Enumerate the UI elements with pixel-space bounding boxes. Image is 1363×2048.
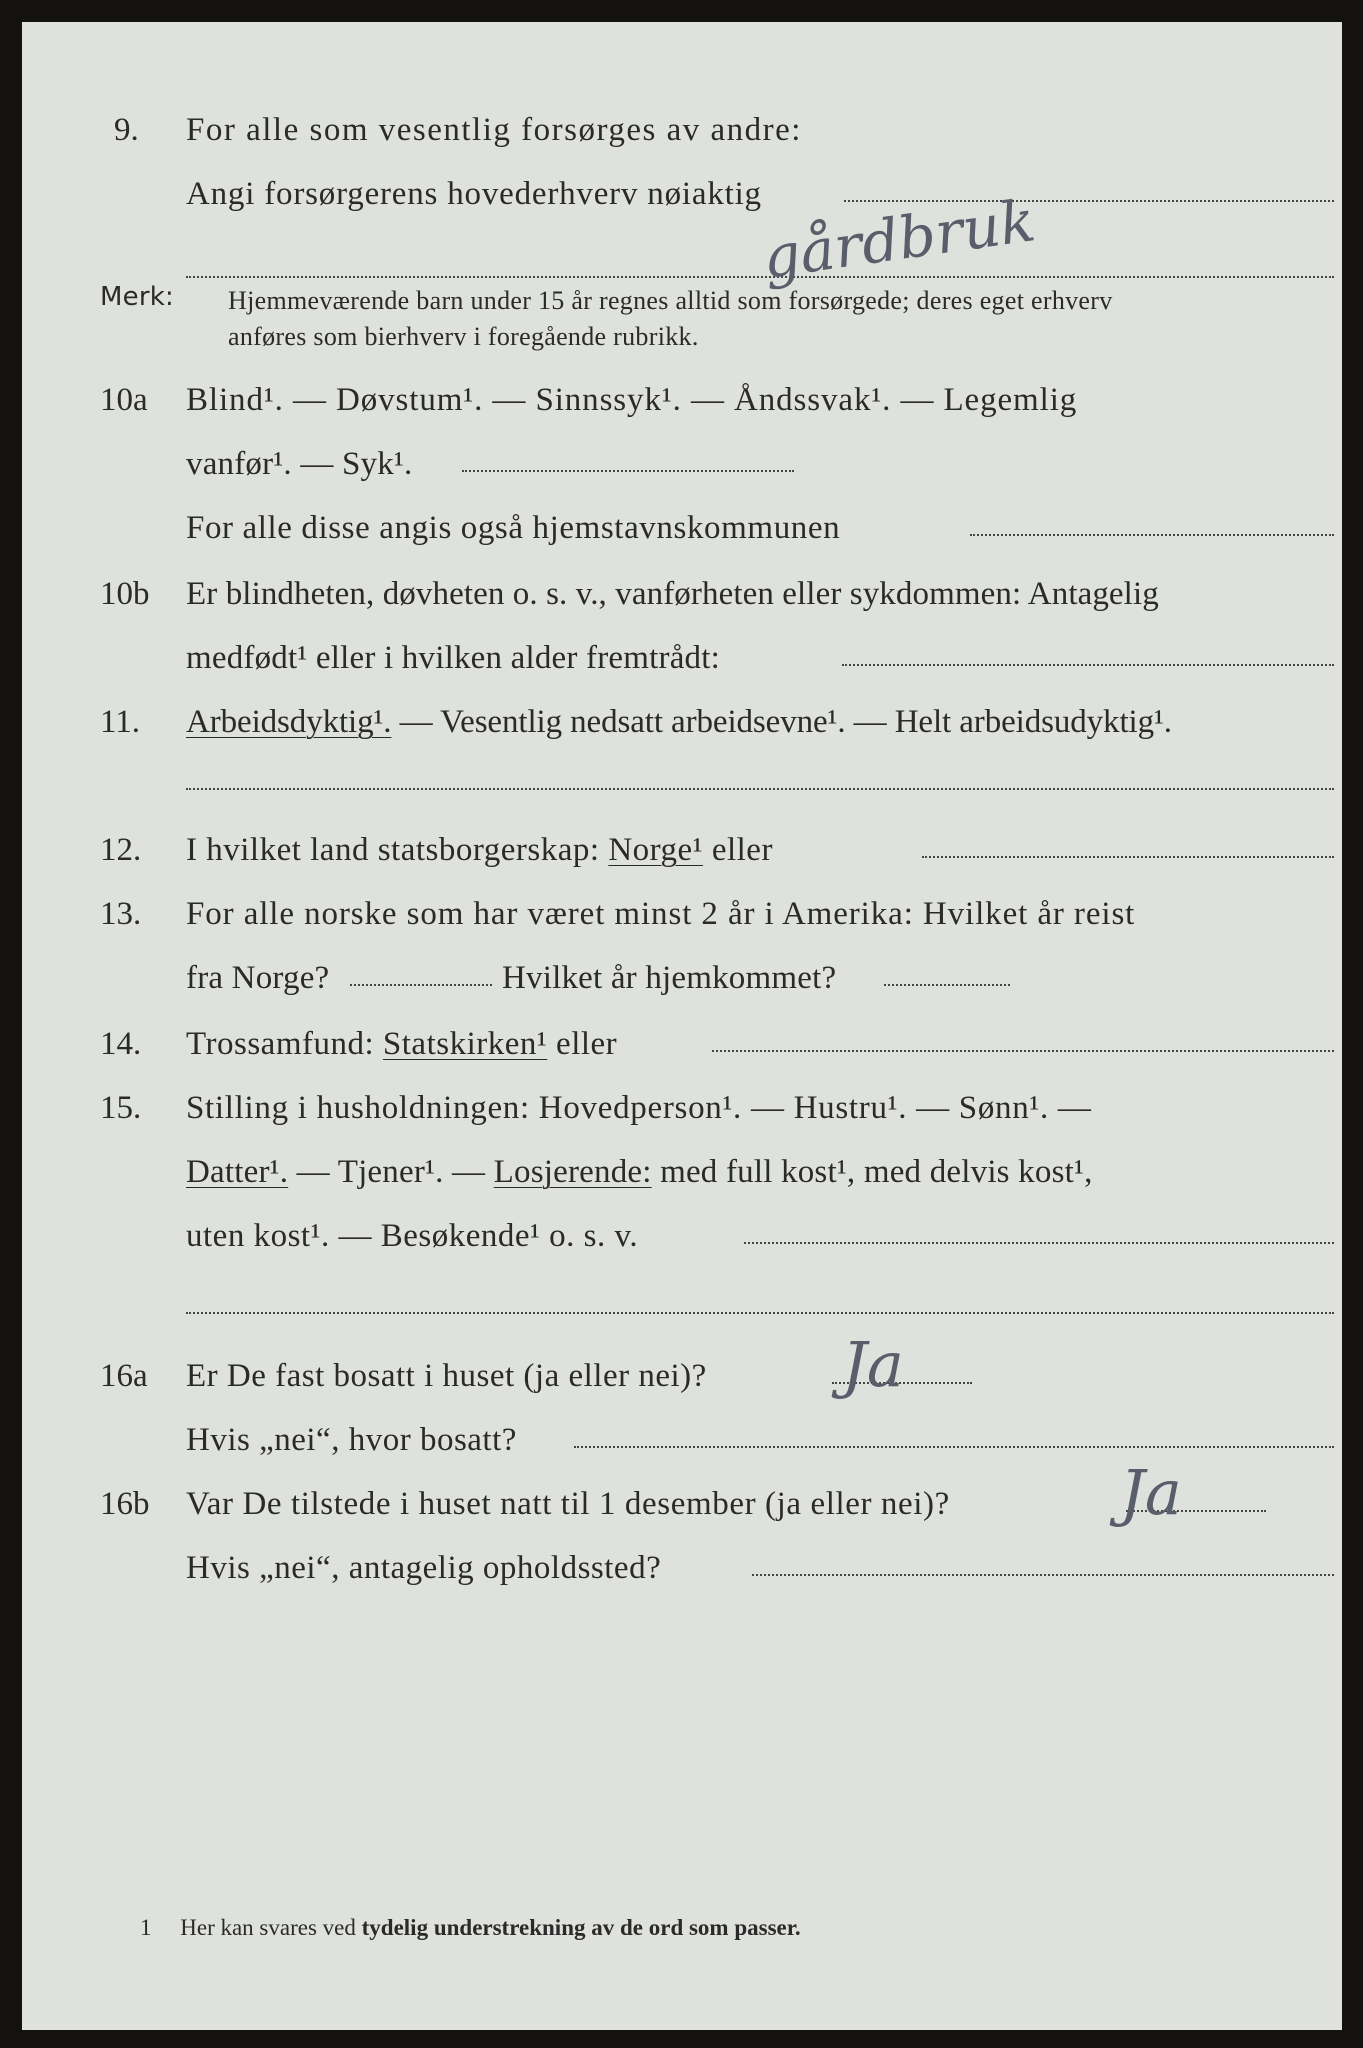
answer-line-13b [884,984,1010,986]
answer-line-12 [922,856,1334,858]
item-number-16a: 16a [100,1358,148,1394]
item-11-rest: — Vesentlig nedsatt arbeidsevne¹. — Helt arbeidsudyktig¹. [391,704,1172,740]
item-15-line3: uten kost¹. — Besøkende¹ o. s. v. [186,1218,639,1254]
item-12-text [186,834,773,867]
item-15-line2 [186,1156,1093,1189]
item-10a-line1: Blind¹. — Døvstum¹. — Sinnssyk¹. — Åndssvak¹. — Legemlig [186,382,1078,418]
answer-line-10b [842,664,1334,666]
item-14-post: eller [547,1026,618,1062]
footnote [140,1916,801,1939]
item-15-mid: — Tjener¹. — [288,1154,494,1190]
item-10b-line1: Er blindheten, døvheten o. s. v., vanførheten eller sykdommen: Antagelig [186,576,1159,612]
option-arbeidsdyktig[interactable]: Arbeidsdyktig¹. [186,704,392,740]
answer-line-15 [744,1242,1334,1244]
handwritten-answer-16a: Ja [842,1328,904,1401]
item-16a-q1: Er De fast bosatt i huset (ja eller nei)? [186,1358,707,1394]
option-losjerende[interactable]: Losjerende: [493,1154,652,1190]
item-13-q2: Hvilket år hjemkommet? [502,960,837,996]
item-13-q1: fra Norge? [186,960,330,996]
item-number-13: 13. [100,896,142,932]
note-label: Merk: [100,282,174,312]
item-16a-q2: Hvis „nei“, hvor bosatt? [186,1422,517,1458]
option-statskirken[interactable]: Statskirken¹ [382,1026,548,1062]
item-13-line1: For alle norske som har været minst 2 år i Amerika: Hvilket år reist [186,896,1136,932]
answer-line-13a [350,984,492,986]
item-number-11: 11. [100,704,141,740]
item-10a-line2: vanfør¹. — Syk¹. [186,446,413,482]
item-number-10b: 10b [100,576,150,612]
item-number-9: 9. [114,112,139,148]
item-12-post: eller [703,832,773,868]
footnote-marker: 1 [140,1915,152,1940]
item-15-line1: Stilling i husholdningen: Hovedperson¹. — Hustru¹. — Sønn¹. — [186,1090,1092,1126]
option-norge[interactable]: Norge¹ [608,832,704,868]
answer-line-16b-b [752,1574,1334,1576]
option-datter[interactable]: Datter¹. [186,1154,289,1190]
item-number-10a: 10a [100,382,148,418]
answer-line-14 [712,1050,1334,1052]
answer-line-11 [186,788,1334,790]
item-9-text: For alle som vesentlig forsørges av andre: [186,112,802,148]
handwritten-answer-16b: Ja [1120,1456,1182,1529]
item-16b-q1: Var De tilstede i huset natt til 1 desember (ja eller nei)? [186,1486,950,1522]
item-10b-line2: medfødt¹ eller i hvilken alder fremtrådt: [186,640,720,676]
answer-line-10a-kommune [970,534,1334,536]
item-11-text [186,706,1172,739]
item-number-16b: 16b [100,1486,150,1522]
item-9-line2: Angi forsørgerens hovederhverv nøiaktig [186,176,762,212]
handwritten-answer-9: gårdbruk [758,186,1040,292]
item-14-text [186,1028,617,1061]
answer-line-15b [186,1312,1334,1314]
item-15-tail: med full kost¹, med delvis kost¹, [651,1154,1093,1190]
footnote-bold-text: tydelig understrekning av de ord som passer. [361,1915,801,1940]
note-line1: Hjemmeværende barn under 15 år regnes alltid som forsørgede; deres eget erhverv [228,286,1113,315]
item-number-15: 15. [100,1090,142,1126]
answer-line-10a [462,470,794,472]
item-12-label: I hvilket land statsborgerskap: [186,832,609,868]
item-number-14: 14. [100,1026,142,1062]
item-14-label: Trossamfund: [186,1026,383,1062]
answer-line-16a-b [574,1446,1334,1448]
item-16b-q2: Hvis „nei“, antagelig opholdssted? [186,1550,662,1586]
answer-line-9b [186,276,1334,278]
footnote-text: Her kan svares ved [180,1915,362,1940]
note-line2: anføres som bierhverv i foregående rubrikk. [228,322,699,351]
item-number-12: 12. [100,832,142,868]
item-10a-line3: For alle disse angis også hjemstavnskommunen [186,510,841,546]
census-form-page [22,22,1342,2030]
